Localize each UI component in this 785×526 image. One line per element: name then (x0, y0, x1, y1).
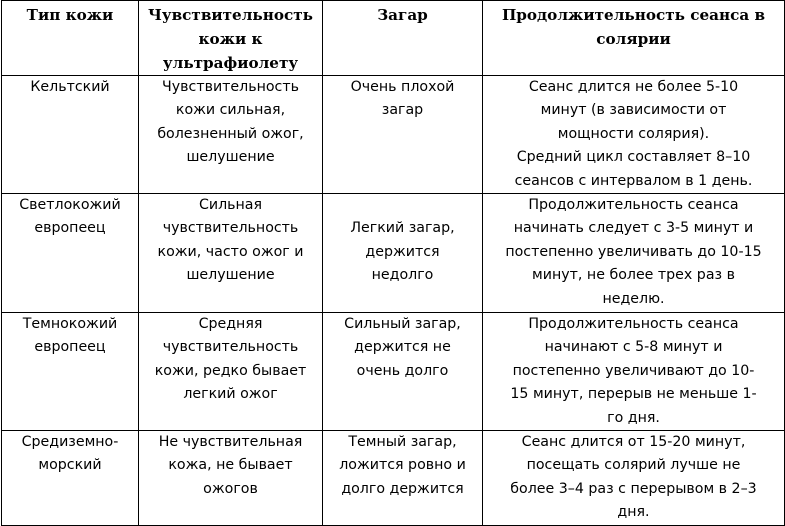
cell-session-duration: Сеанс длится от 15-20 минут, посещать солярий лучше не более 3–4 раз с перерывом в 2–3 дня. (483, 431, 785, 526)
header-uv-sensitivity: Чувствительность кожи к ультрафиолету (139, 1, 323, 76)
cell-tan: Темный загар, ложится ровно и долго держится (323, 431, 483, 526)
cell-skin-type: Темнокожий европеец (2, 313, 139, 431)
cell-tan: Легкий загар, держится недолго (323, 194, 483, 313)
table-row (2, 313, 785, 431)
skin-type-table (1, 0, 785, 526)
cell-skin-type: Светлокожий европеец (2, 194, 139, 313)
cell-skin-type: Кельтский (2, 76, 139, 194)
cell-tan: Очень плохой загар (323, 76, 483, 194)
cell-uv-sensitivity: Чувствительность кожи сильная, болезненный ожог, шелушение (139, 76, 323, 194)
header-tan: Загар (323, 1, 483, 76)
cell-session-duration: Продолжительность сеанса начинают с 5-8 минут и постепенно увеличивают до 10- 15 минут, перерыв не меньше 1- го дня. (483, 313, 785, 431)
cell-tan: Сильный загар, держится не очень долго (323, 313, 483, 431)
table-row (2, 76, 785, 194)
table-row (2, 194, 785, 313)
header-session-duration: Продолжительность сеанса в солярии (483, 1, 785, 76)
cell-session-duration: Сеанс длится не более 5-10 минут (в зависимости от мощности солярия). Средний цикл составляет 8–10 сеансов с интервалом в 1 день. (483, 76, 785, 194)
cell-skin-type: Средиземно- морский (2, 431, 139, 526)
cell-uv-sensitivity: Средняя чувствительность кожи, редко бывает легкий ожог (139, 313, 323, 431)
cell-uv-sensitivity: Сильная чувствительность кожи, часто ожог и шелушение (139, 194, 323, 313)
cell-uv-sensitivity: Не чувствительная кожа, не бывает ожогов (139, 431, 323, 526)
cell-session-duration: Продолжительность сеанса начинать следует с 3-5 минут и постепенно увеличивать до 10-15 минут, не более трех раз в неделю. (483, 194, 785, 313)
table-header-row (2, 1, 785, 76)
table-row (2, 431, 785, 526)
header-skin-type: Тип кожи (2, 1, 139, 76)
